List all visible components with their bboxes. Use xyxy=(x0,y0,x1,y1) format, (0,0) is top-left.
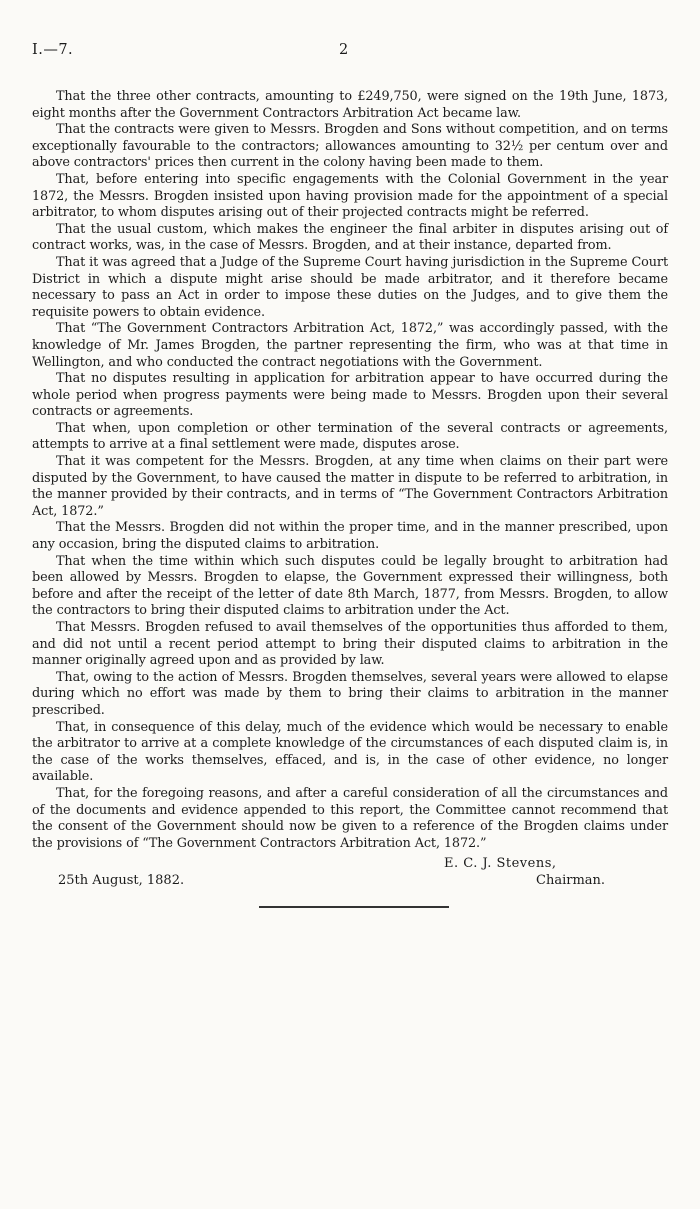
document-page xyxy=(32,42,668,896)
signatory-title: Chairman. xyxy=(536,873,606,889)
paragraph: That “The Government Contractors Arbitration Act, 1872,” was accordingly passed, with the knowledge of Mr. James Brogden, the partner representing the firm, who was at that time in Wellington, and who conducted the contract negotiations with the Government. xyxy=(32,321,668,370)
page-number: 2 xyxy=(339,42,349,58)
signatory-name: E. C. J. Stevens, xyxy=(444,856,557,872)
paragraph: That the Messrs. Brogden did not within the proper time, and in the manner prescribed, upon any occasion, bring the disputed claims to arbitration. xyxy=(32,520,668,553)
closing-rule xyxy=(259,906,449,909)
paragraph: That when the time within which such disputes could be legally brought to arbitration had been allowed by Messrs. Brogden to elapse, the Government expressed their willingness, both before and after the receipt of the letter of date 8th March, 1877, from Messrs. Brogden, to allow the contractors to bring their disputed claims to arbitration under the Act. xyxy=(32,553,668,619)
paragraph: That when, upon completion or other termination of the several contracts or agreements, attempts to arrive at a final settlement were made, disputes arose. xyxy=(32,420,668,453)
paragraph: That the three other contracts, amounting to £249,750, were signed on the 19th June, 1873, eight months after the Government Contractors Arbitration Act became law. xyxy=(32,89,668,121)
signature-block xyxy=(32,856,668,896)
paragraph: That Messrs. Brogden refused to avail themselves of the opportunities thus afforded to them, and did not until a recent period attempt to bring their disputed claims to arbitration in the manner originally agreed upon and as provided by law. xyxy=(32,620,668,669)
page-header xyxy=(32,42,668,68)
paragraph: That, in consequence of this delay, much of the evidence which would be necessary to enable the arbitrator to arrive at a complete knowledge of the circumstances of each disputed claim is, in the case of the works themselves, effaced, and is, in the case of other evidence, no longer available. xyxy=(32,719,668,785)
paragraph: That no disputes resulting in application for arbitration appear to have occurred during the whole period when progress payments were being made to Messrs. Brogden upon their several contracts or agreements. xyxy=(32,371,668,420)
report-body xyxy=(32,89,668,852)
paragraph: That the contracts were given to Messrs. Brogden and Sons without competition, and on terms exceptionally favourable to the contractors; allowances amounting to 32½ per centum over and above contractors' prices then current in the colony having been made to them. xyxy=(32,122,668,171)
paragraph: That, before entering into specific engagements with the Colonial Government in the year 1872, the Messrs. Brogden insisted upon having provision made for the appointment of a special arbitrator, to whom disputes arising out of their projected contracts might be referred. xyxy=(32,171,668,221)
report-date: 25th August, 1882. xyxy=(58,873,185,889)
paragraph: That it was competent for the Messrs. Brogden, at any time when claims on their part were disputed by the Government, to have caused the matter in dispute to be referred to arbitration, in the manner provided by their contracts, and in terms of “The Government Contractors Arbitration Act, 1872.” xyxy=(32,454,668,519)
document-reference: I.—7. xyxy=(32,42,74,58)
paragraph: That, owing to the action of Messrs. Brogden themselves, several years were allowed to elapse during which no effort was made by them to bring their claims to arbitration in the manner prescribed. xyxy=(32,669,668,718)
paragraph: That it was agreed that a Judge of the Supreme Court having jurisdiction in the Supreme Court District in which a dispute might arise should be made arbitrator, and it therefore became necessary to pass an Act in order to impose these duties on the Judges, and to give them the requisite powers to obtain evidence. xyxy=(32,254,668,320)
paragraph: That the usual custom, which makes the engineer the final arbiter in disputes arising out of contract works, was, in the case of Messrs. Brogden, and at their instance, departed from. xyxy=(32,221,668,254)
paragraph: That, for the foregoing reasons, and after a careful consideration of all the circumstances and of the documents and evidence appended to this report, the Committee cannot recommend that the consent of the Government should now be given to a reference of the Brogden claims under the provisions of “The Government Contractors Arbitration Act, 1872.” xyxy=(32,785,668,851)
